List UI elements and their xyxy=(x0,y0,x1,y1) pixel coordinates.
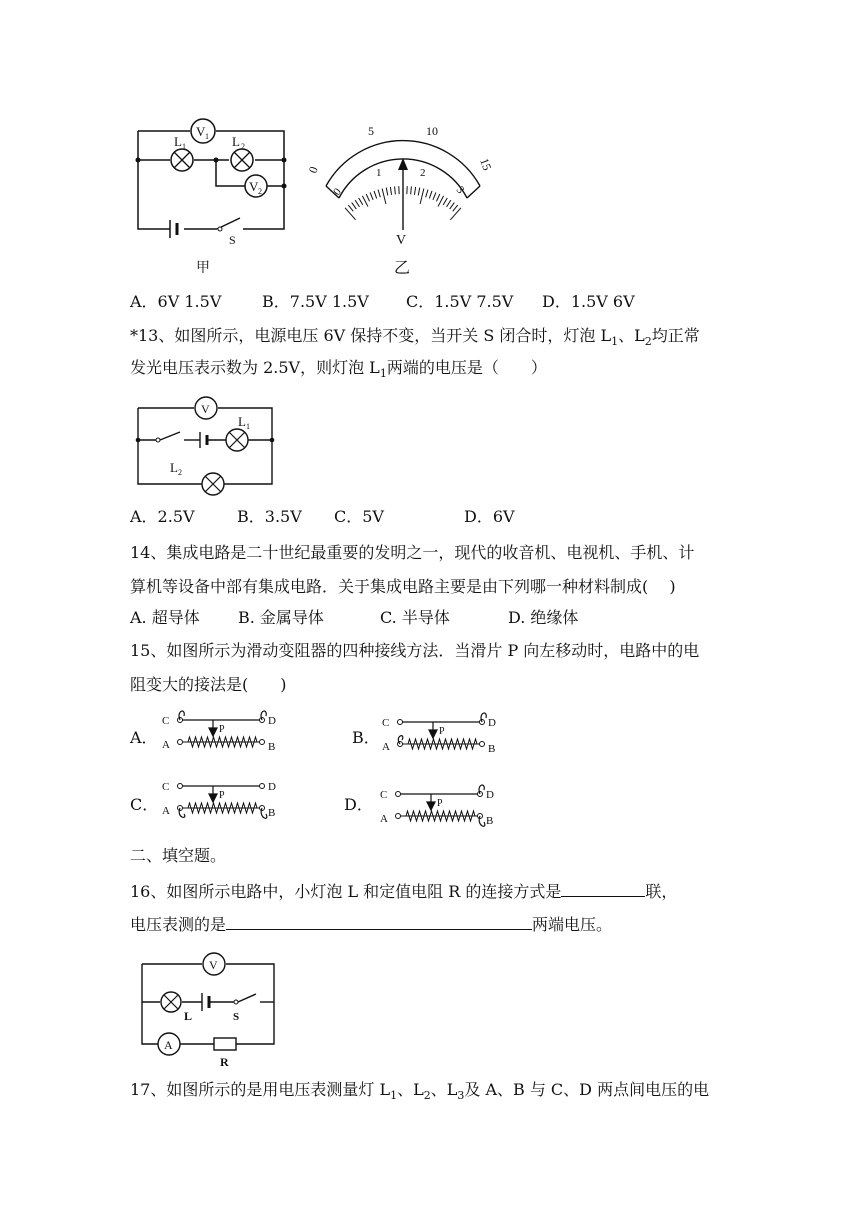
dial-tick xyxy=(414,187,415,195)
switch-s-label: S xyxy=(229,233,236,247)
q14-option-c: C. 半导体 xyxy=(380,608,450,627)
top-scale-0: 0 xyxy=(305,164,321,176)
svg-text:1: 1 xyxy=(182,142,186,151)
section-title: 二、填空题。 xyxy=(130,846,227,865)
dial-tick xyxy=(355,200,359,207)
terminal-c: C xyxy=(380,789,388,801)
dial-tick xyxy=(359,198,363,205)
dial-tick xyxy=(433,192,436,199)
terminal-c: C xyxy=(162,781,170,793)
q14-line-2: 算机等设备中部有集成电路．关于集成电路主要是由下列哪一种材料制成( ) xyxy=(130,577,676,596)
lamp-l2 xyxy=(170,460,224,495)
q13-option-d: D．6V xyxy=(464,507,515,526)
voltmeter-dial-yi xyxy=(305,118,508,258)
q16-blank-2[interactable] xyxy=(226,913,532,930)
voltmeter-v2 xyxy=(245,175,267,197)
q16-blank-1[interactable] xyxy=(561,880,645,897)
svg-text:L: L xyxy=(184,1009,193,1023)
svg-text:1: 1 xyxy=(205,132,209,141)
dial-tick xyxy=(366,194,369,201)
svg-text:2: 2 xyxy=(178,468,182,477)
dial-tick xyxy=(374,191,377,199)
terminal-b: B xyxy=(486,815,494,827)
terminal-d: D xyxy=(486,789,494,801)
slider-p: P xyxy=(219,790,225,801)
q15-option-d-label: D． xyxy=(344,795,373,814)
dial-tick xyxy=(443,198,447,205)
terminal-a: A xyxy=(380,813,388,825)
dial-tick xyxy=(429,191,432,199)
rheostat-diagram-c xyxy=(158,774,288,824)
q12-option-b: B．7.5V 1.5V xyxy=(262,292,369,311)
ammeter-a xyxy=(158,1033,180,1055)
dial-tick xyxy=(426,190,428,198)
q13-option-b: B．3.5V xyxy=(237,507,302,526)
dial-tick xyxy=(436,194,439,201)
q16-line-2: 电压表测的是 两端电压。 xyxy=(130,915,613,934)
voltmeter-v xyxy=(203,953,225,975)
dial-tick xyxy=(390,187,391,195)
bottom-scale-1: 1 xyxy=(376,167,382,179)
voltmeter-v1 xyxy=(191,119,215,143)
dial-tick xyxy=(420,189,424,205)
dial-tick xyxy=(378,190,380,198)
circuit-figure-q13 xyxy=(134,396,284,496)
voltmeter-v xyxy=(195,397,217,419)
svg-text:V: V xyxy=(196,124,206,139)
svg-text:1: 1 xyxy=(246,422,250,431)
resistor-r-label: R xyxy=(220,1055,229,1069)
dial-tick xyxy=(453,205,458,211)
dial-tick xyxy=(370,192,373,199)
bottom-scale-3: 3 xyxy=(453,184,467,197)
dial-unit: V xyxy=(396,233,407,248)
bottom-scale-2: 2 xyxy=(420,167,426,179)
bottom-scale-0: 0 xyxy=(331,186,344,198)
q13-option-c: C．5V xyxy=(334,507,384,526)
dial-tick xyxy=(348,205,353,211)
q12-option-d: D．1.5V 6V xyxy=(542,292,635,311)
dial-tick xyxy=(411,186,412,194)
dial-tick xyxy=(418,188,420,196)
svg-text:L: L xyxy=(174,134,182,149)
figure-caption-jia: 甲 xyxy=(196,260,210,276)
q17-line-1: 17、如图所示的是用电压表测量灯 $L_1$、$L_2$、$L_3$及 A、B 与 C、D 两点间电压的电 xyxy=(130,1080,710,1103)
svg-text:L: L xyxy=(170,460,178,475)
q15-option-b-label: B． xyxy=(352,728,380,747)
q12-option-a: A．6V 1.5V xyxy=(130,292,222,311)
svg-text:V: V xyxy=(249,179,259,194)
svg-text:V: V xyxy=(209,958,218,972)
slider-p: P xyxy=(439,726,445,737)
circuit-figure-q16 xyxy=(138,952,288,1072)
dial-tick xyxy=(438,196,444,207)
terminal-a: A xyxy=(382,741,390,753)
q14-option-d: D. 绝缘体 xyxy=(508,608,579,627)
lamp-l2 xyxy=(231,134,253,171)
terminal-a: A xyxy=(162,739,170,751)
dial-tick xyxy=(395,186,396,194)
svg-text:L: L xyxy=(238,414,246,429)
q15-option-a-label: A． xyxy=(130,728,158,747)
terminal-d: D xyxy=(268,781,276,793)
terminal-b: B xyxy=(488,743,496,755)
lamp-l xyxy=(161,992,192,1023)
q13-line-2: 发光电压表示数为 2.5V，则灯泡 $L_1$两端的电压是（ ） xyxy=(130,358,547,381)
rheostat-diagram-a xyxy=(158,708,288,758)
svg-text:A: A xyxy=(164,1038,173,1052)
q15-line-2: 阻变大的接法是( ) xyxy=(130,675,287,694)
q13-option-a: A．2.5V xyxy=(130,507,195,526)
slider-p: P xyxy=(219,724,225,735)
top-scale-15: 15 xyxy=(477,156,495,173)
switch-s-label: S xyxy=(233,1011,240,1023)
circuit-figure-jia xyxy=(132,118,302,258)
svg-text:L: L xyxy=(232,134,240,149)
lamp-l1 xyxy=(171,134,193,171)
q16-line-1: 16、如图所示电路中，小灯泡 L 和定值电阻 R 的连接方式是 联， xyxy=(130,882,678,901)
terminal-c: C xyxy=(382,717,390,729)
dial-tick xyxy=(352,203,357,209)
lamp-l1 xyxy=(226,414,250,451)
top-scale-5: 5 xyxy=(368,124,374,138)
figure-caption-yi: 乙 xyxy=(394,258,411,277)
terminal-c: C xyxy=(162,715,170,727)
q14-option-b: B. 金属导体 xyxy=(238,608,324,627)
svg-text:V: V xyxy=(201,402,210,416)
slider-p: P xyxy=(437,798,443,809)
svg-text:2: 2 xyxy=(241,142,245,151)
top-scale-10: 10 xyxy=(426,124,438,138)
dial-tick xyxy=(362,196,368,207)
terminal-a: A xyxy=(162,805,170,817)
q12-option-c: C．1.5V 7.5V xyxy=(406,292,514,311)
terminal-b: B xyxy=(268,807,276,819)
q14-option-a: A. 超导体 xyxy=(130,608,200,627)
dial-tick xyxy=(386,188,388,196)
dial-tick xyxy=(450,208,461,220)
terminal-d: D xyxy=(268,715,276,727)
dial-tick xyxy=(345,208,356,220)
rheostat-diagram-d xyxy=(376,782,506,832)
dial-tick xyxy=(447,200,451,207)
dial-tick xyxy=(382,189,386,205)
q14-line-1: 14、集成电路是二十世纪最重要的发明之一，现代的收音机、电视机、手机、计 xyxy=(130,543,695,562)
dial-tick xyxy=(450,203,455,209)
terminal-d: D xyxy=(488,717,496,729)
q15-option-c-label: C． xyxy=(130,795,159,814)
terminal-b: B xyxy=(268,741,276,753)
svg-text:2: 2 xyxy=(258,187,262,196)
rheostat-diagram-b xyxy=(378,710,508,760)
q15-line-1: 15、如图所示为滑动变阻器的四种接线方法．当滑片 P 向左移动时，电路中的电 xyxy=(130,641,700,660)
q13-line-1: *13、如图所示，电源电压 6V 保持不变，当开关 S 闭合时，灯泡 $L_1$、$L_2$均正常 xyxy=(130,326,700,349)
